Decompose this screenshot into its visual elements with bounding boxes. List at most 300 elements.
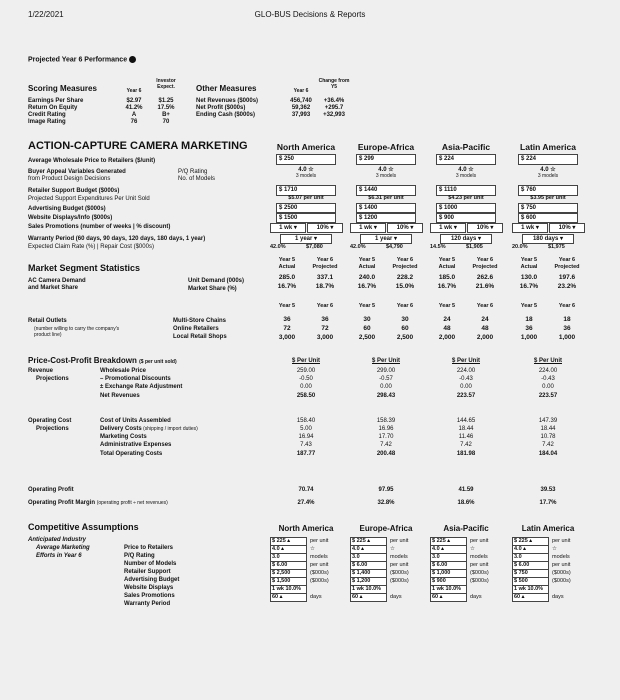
ccp-revenue: Revenue [28,368,54,374]
ccp-value: 223.57 [456,393,476,399]
retail-header-y6: Year 6 [396,303,414,309]
projected-title: Projected Year 6 Performance [28,56,136,63]
online-count-y6: 72 [321,325,329,332]
assump-price [270,537,344,545]
ccp-row-label [100,426,198,432]
price-input[interactable]: $ 224 [436,154,496,165]
promo-weeks-select[interactable]: 1 wk ▾ [430,223,466,233]
ccp-projections-2: Projections [36,426,69,432]
promo-discount-select[interactable]: 10% ▾ [467,223,503,233]
segment-market-share: Market Share (%) [188,286,237,292]
unit-demand-y6: 262.6 [476,274,494,281]
local-count-y5: 3,000 [278,334,296,341]
assump-models [270,553,344,561]
pq-rating: 4.0 ☆ [458,167,474,173]
info-icon[interactable] [129,56,136,63]
assump-retail [430,561,504,569]
pq-rating: 4.0 ☆ [378,167,394,173]
ccp-op-cost: Operating Cost [28,418,72,424]
assump-price-box[interactable]: $ 225 ▴ [512,537,549,546]
ccp-title: Price-Cost-Profit Breakdown ($ per unit sold) [28,356,177,365]
chains-count-y5: 36 [283,316,291,323]
segment-header-top-y5: Year 5 [438,257,456,263]
assump-price [350,537,424,545]
label-web: Website Displays/Info ($000s) [28,215,113,221]
other-row-change: +32,993 [323,112,345,118]
promo-weeks-select[interactable]: 1 wk ▾ [350,223,386,233]
assump-pq [270,545,344,553]
assump-adv-box[interactable]: $ 2,500 [270,569,307,578]
segment-header-bottom-y5: Actual [520,264,538,270]
scoring-row-label: Return On Equity [28,105,78,111]
retail-input[interactable]: $ 1440 [356,185,416,196]
market-share-y6: 15.0% [395,283,415,290]
adv-input[interactable]: $ 1400 [356,203,416,213]
assump-warranty-unit: days [390,594,402,600]
ccp-per-unit-header: $ Per Unit [371,358,400,364]
retail-input[interactable]: $ 1710 [276,185,336,196]
local-count-y5: 2,500 [358,334,376,341]
assump-row-label: Number of Models [124,561,177,567]
assump-pq-unit: ☆ [470,546,475,552]
assump-warranty-box[interactable]: 60 ▴ [270,593,307,602]
assump-web-box[interactable]: $ 500 [512,577,549,586]
op-margin-value: 32.8% [377,500,395,506]
assump-price-box[interactable]: $ 225 ▴ [350,537,387,546]
assump-adv-unit: ($000s) [552,570,571,576]
scoring-row-expect: 17.5% [157,105,175,111]
ccp-value: 18.44 [458,426,474,432]
ccp-value: 17.70 [378,434,394,440]
assump-adv-box[interactable]: $ 750 [512,569,549,578]
ccp-value: 41.59 [458,487,474,493]
ccp-value: 97.95 [378,487,394,493]
assump-efforts: Efforts in Year 6 [36,553,82,559]
region-column [348,56,424,696]
unit-demand-y6: 197.6 [558,274,576,281]
segment-title: Market Segment Statistics [28,263,141,273]
assump-warranty-box[interactable]: 60 ▴ [512,593,549,602]
assump-retail-box[interactable]: $ 6.00 [430,561,467,570]
assump-warranty [270,593,344,601]
assump-models-unit: models [310,554,328,560]
assump-pq [430,545,504,553]
assump-warranty [350,593,424,601]
online-count-y5: 72 [283,325,291,332]
promo-discount-select[interactable]: 10% ▾ [307,223,343,233]
per-unit-exp: $6.31 per unit [368,195,404,201]
segment-local: Local Retail Shops [173,334,227,340]
assump-web-box[interactable]: $ 1,500 [270,577,307,586]
assump-pq-box[interactable]: 4.0 ▴ [270,545,307,554]
ccp-value: 7.43 [300,442,312,448]
ccp-value: -0.50 [299,376,313,382]
models-count: 3 models [375,173,397,179]
ccp-value: -0.43 [459,376,473,382]
acm-title: ACTION-CAPTURE CAMERA MARKETING [28,140,248,152]
unit-demand-y5: 285.0 [278,274,296,281]
segment-retail-outlets: Retail Outlets [28,318,67,324]
region-column [268,56,344,696]
retail-header-y5: Year 5 [520,303,538,309]
assump-warranty-box[interactable]: 60 ▴ [430,593,467,602]
online-count-y5: 48 [443,325,451,332]
assump-models-box[interactable]: 3.0 [270,553,307,562]
assump-row-label: Warranty Period [124,601,171,607]
assump-avg-marketing: Average Marketing [36,545,90,551]
local-count-y6: 3,000 [316,334,334,341]
price-input[interactable]: $ 250 [276,154,336,165]
price-input[interactable]: $ 299 [356,154,416,165]
assump-web [512,577,586,585]
ccp-value: 0.00 [380,384,392,390]
other-row-label: Net Profit ($000s) [196,105,246,111]
assump-pq-box[interactable]: 4.0 ▴ [350,545,387,554]
assump-adv-box[interactable]: $ 1,000 [430,569,467,578]
other-row-label: Ending Cash ($000s) [196,112,256,118]
ccp-row-label-text: Delivery Costs [100,426,142,432]
web-input[interactable]: $ 1500 [276,213,336,223]
segment-header-top-y5: Year 5 [520,257,538,263]
assump-price [430,537,504,545]
segment-header-top-y6: Year 6 [558,257,576,263]
local-count-y5: 2,000 [438,334,456,341]
chains-count-y6: 24 [481,316,489,323]
label-pq: P/Q Rating [178,169,208,175]
online-count-y5: 36 [525,325,533,332]
assump-region-title: North America [278,524,334,533]
retail-header-y5: Year 5 [278,303,296,309]
claim-rate: 14.5% [430,244,446,250]
label-models: No. of Models [178,176,216,182]
scoring-row-year6: $2.97 [126,98,142,104]
assump-warranty [430,593,504,601]
ccp-per-unit-header: $ Per Unit [451,358,480,364]
assump-adv [430,569,504,577]
unit-demand-y6: 337.1 [316,274,334,281]
ccp-value: 5.00 [300,426,312,432]
scoring-col-year6: Year 6 [126,88,142,94]
ccp-value: 0.00 [460,384,472,390]
price-input[interactable]: $ 224 [518,154,578,165]
ccp-op-margin: Operating Profit Margin (operating profit ÷ net revenues) [28,500,168,506]
models-count: 3 models [295,173,317,179]
segment-ac-demand: AC Camera Demand [28,278,86,284]
online-count-y6: 60 [401,325,409,332]
region-column [510,56,586,696]
chains-count-y6: 36 [321,316,329,323]
segment-header-bottom-y5: Actual [358,264,376,270]
market-share-y5: 16.7% [437,283,457,290]
promo-selects [270,223,342,232]
promo-discount-select[interactable]: 10% ▾ [387,223,423,233]
assump-web-box[interactable]: $ 1,200 [350,577,387,586]
ccp-value: 11.46 [458,434,474,440]
ccp-row-label: Wholesale Price [100,368,147,374]
assump-adv-unit: ($000s) [310,570,329,576]
models-count: 3 models [537,173,559,179]
label-proj-exp: Projected Support Expenditures Per Unit Sold [28,196,150,202]
scoring-row-year6: 76 [130,119,138,125]
retail-input[interactable]: $ 760 [518,185,578,196]
other-row-year6: 59,362 [291,105,311,111]
label-claim: Expected Claim Rate (%) | Repair Cost ($000s) [28,244,154,250]
label-warranty: Warranty Period (60 days, 90 days, 120 days, 180 days, 1 year) [28,236,206,242]
assump-region-title: Asia-Pacific [443,524,489,533]
op-margin-value: 27.4% [297,500,315,506]
ccp-value: 0.00 [300,384,312,390]
scoring-row-year6: A [131,112,137,118]
per-unit-exp: $5.07 per unit [288,195,324,201]
web-input[interactable]: $ 600 [518,213,578,223]
unit-demand-y5: 130.0 [520,274,538,281]
assump-models-unit: models [390,554,408,560]
market-share-y5: 16.7% [519,283,539,290]
ccp-value: 299.00 [376,368,396,374]
assump-web-unit: ($000s) [390,578,409,584]
segment-header-bottom-y5: Actual [438,264,456,270]
repair-cost: $1,905 [466,244,483,250]
assump-retail-box[interactable]: $ 6.00 [350,561,387,570]
ccp-row-label: – Promotional Discounts [100,376,171,382]
ccp-value: 200.48 [376,451,396,457]
claim-rate: 42.0% [270,244,286,250]
segment-header-bottom-y6: Projected [312,264,338,270]
assump-web [270,577,344,585]
ccp-value: 7.42 [460,442,472,448]
assump-pq [512,545,586,553]
assump-adv-box[interactable]: $ 1,400 [350,569,387,578]
repair-cost: $1,975 [548,244,565,250]
assump-adv-unit: ($000s) [470,570,489,576]
assump-web-unit: ($000s) [552,578,571,584]
label-retail-budget: Retailer Support Budget ($000s) [28,188,120,194]
ccp-row-label: Total Operating Costs [100,451,163,457]
assump-models [350,553,424,561]
region-title: North America [276,142,336,152]
assump-adv [270,569,344,577]
warranty-select[interactable]: 1 year ▾ [360,234,412,244]
retail-header-y6: Year 6 [476,303,494,309]
warranty-select[interactable]: 180 days ▾ [522,234,574,244]
retail-header-y5: Year 5 [358,303,376,309]
assump-retail-unit: per unit [390,562,409,568]
web-input[interactable]: $ 900 [436,213,496,223]
ccp-row-label: Marketing Costs [100,434,147,440]
other-row-label: Net Revenues ($000s) [196,98,259,104]
promo-selects [512,223,584,232]
market-share-y6: 18.7% [315,283,335,290]
ccp-per-unit-header: $ Per Unit [291,358,320,364]
ccp-value: 298.43 [376,393,396,399]
assump-warranty-unit: days [552,594,564,600]
other-title: Other Measures [196,84,257,93]
assump-models-box[interactable]: 3.0 [512,553,549,562]
assump-row-label: P/Q Rating [124,553,155,559]
ccp-value: 224.00 [456,368,476,374]
ccp-value: 258.50 [296,393,316,399]
assump-models-box[interactable]: 3.0 [430,553,467,562]
ccp-row-label: ± Exchange Rate Adjustment [100,384,183,390]
segment-online: Online Retailers [173,326,219,332]
assump-promo [430,585,504,593]
ccp-value: 259.00 [296,368,316,374]
segment-and-share: and Market Share [28,285,79,291]
segment-header-top-y5: Year 5 [358,257,376,263]
assump-promo-box[interactable]: 1 wk 10.0% [430,585,467,594]
segment-header-top-y6: Year 6 [396,257,414,263]
assump-row-label: Sales Promotions [124,593,175,599]
assump-price-box[interactable]: $ 225 ▴ [430,537,467,546]
scoring-row-label: Credit Rating [28,112,66,118]
ccp-value: 39.53 [540,487,556,493]
chains-count-y5: 30 [363,316,371,323]
segment-header-top-y5: Year 5 [278,257,296,263]
scoring-row-label: Earnings Per Share [28,98,84,104]
assump-adv [350,569,424,577]
assump-retail-unit: per unit [310,562,329,568]
adv-input[interactable]: $ 2500 [276,203,336,213]
segment-header-top-y6: Year 6 [476,257,494,263]
claim-rate: 20.0% [512,244,528,250]
claim-rate: 42.0% [350,244,366,250]
ccp-value: 224.00 [538,368,558,374]
local-count-y5: 1,000 [520,334,538,341]
other-row-change: +36.4% [323,98,345,104]
assump-pq [350,545,424,553]
region-title: Asia-Pacific [441,142,491,152]
assump-web [350,577,424,585]
segment-header-top-y6: Year 6 [316,257,334,263]
retail-input[interactable]: $ 1110 [436,185,496,196]
assump-price-unit: per unit [310,538,329,544]
promo-weeks-select[interactable]: 1 wk ▾ [512,223,548,233]
adv-input[interactable]: $ 750 [518,203,578,213]
assump-models [512,553,586,561]
assump-pq-box[interactable]: 4.0 ▴ [430,545,467,554]
unit-demand-y6: 228.2 [396,274,414,281]
scoring-row-expect: $1.25 [158,98,174,104]
assump-promo-box[interactable]: 1 wk 10.0% [270,585,307,594]
promo-discount-select[interactable]: 10% ▾ [549,223,585,233]
print-title: GLO-BUS Decisions & Reports [254,10,366,19]
ccp-value: 16.94 [298,434,314,440]
per-unit-exp: $3.95 per unit [530,195,566,201]
region-title: Europe-Africa [357,142,415,152]
assump-pq-unit: ☆ [552,546,557,552]
other-row-change: +295.7 [324,105,344,111]
unit-demand-y5: 240.0 [358,274,376,281]
assump-retail-box[interactable]: $ 6.00 [270,561,307,570]
ccp-value: 158.40 [296,418,316,424]
market-share-y5: 16.7% [277,283,297,290]
unit-demand-y5: 185.0 [438,274,456,281]
local-count-y6: 2,500 [396,334,414,341]
other-row-year6: 37,993 [291,112,311,118]
scoring-col-investor: Investor Expect. [156,78,176,90]
chains-count-y5: 18 [525,316,533,323]
assump-pq-box[interactable]: 4.0 ▴ [512,545,549,554]
assump-retail-unit: per unit [552,562,571,568]
assump-price-box[interactable]: $ 225 ▴ [270,537,307,546]
market-share-y6: 23.2% [557,283,577,290]
segment-chains: Multi-Store Chains [173,318,227,324]
assump-warranty-unit: days [310,594,322,600]
assump-warranty [512,593,586,601]
assump-pq-unit: ☆ [310,546,315,552]
assump-web-unit: ($000s) [470,578,489,584]
region-column [428,56,504,696]
local-count-y6: 2,000 [476,334,494,341]
scoring-title: Scoring Measures [28,84,97,93]
assump-promo-box[interactable]: 1 wk 10.0% [350,585,387,594]
assump-retail [270,561,344,569]
ccp-value: 223.57 [538,393,558,399]
ccp-value: 7.42 [542,442,554,448]
assump-warranty-box[interactable]: 60 ▴ [350,593,387,602]
chains-count-y6: 18 [563,316,571,323]
ccp-value: 147.39 [538,418,558,424]
assump-promo-box[interactable]: 1 wk 10.0% [512,585,549,594]
assump-models [430,553,504,561]
local-count-y6: 1,000 [558,334,576,341]
ccp-value: 0.00 [542,384,554,390]
other-row-year6: 456,740 [290,98,312,104]
assump-adv [512,569,586,577]
op-margin-value: 17.7% [539,500,557,506]
assump-row-label: Advertising Budget [124,577,180,583]
scoring-row-year6: 41.2% [125,105,143,111]
assump-row-label: Website Displays [124,585,174,591]
web-input[interactable]: $ 1200 [356,213,416,223]
ccp-value: 184.04 [538,451,558,457]
assump-anticipated: Anticipated Industry [28,537,87,543]
assump-retail-box[interactable]: $ 6.00 [512,561,549,570]
segment-unit-demand: Unit Demand (000s) [188,278,245,284]
assump-promo [512,585,586,593]
assump-web-unit: ($000s) [310,578,329,584]
repair-cost: $4,790 [386,244,403,250]
other-col-change: Change from Y5 [318,78,350,90]
assump-models-box[interactable]: 3.0 [350,553,387,562]
ccp-value: 10.78 [540,434,556,440]
assump-retail [350,561,424,569]
assump-retail [512,561,586,569]
promo-weeks-select[interactable]: 1 wk ▾ [270,223,306,233]
ccp-row-label: Cost of Units Assembled [100,418,171,424]
assump-retail-unit: per unit [470,562,489,568]
label-promo: Sales Promotions (number of weeks | % discount) [28,224,171,230]
ccp-row-label: Net Revenues [100,393,140,399]
label-appeal: Buyer Appeal Variables Generated [28,169,126,175]
assump-web-box[interactable]: $ 900 [430,577,467,586]
op-margin-value: 18.6% [457,500,475,506]
promo-selects [350,223,422,232]
ccp-value: 18.44 [540,426,556,432]
ccp-value: -0.43 [541,376,555,382]
repair-cost: $7,080 [306,244,323,250]
assump-promo [270,585,344,593]
chains-count-y6: 30 [401,316,409,323]
chains-count-y5: 24 [443,316,451,323]
segment-header-bottom-y6: Projected [472,264,498,270]
ccp-per-unit-header: $ Per Unit [533,358,562,364]
adv-input[interactable]: $ 1000 [436,203,496,213]
segment-retail-sub: (number willing to carry the company's product line) [34,326,120,338]
label-avg-price: Average Wholesale Price to Retailers ($/unit) [28,158,156,164]
warranty-select[interactable]: 120 days ▾ [440,234,492,244]
warranty-select[interactable]: 1 year ▾ [280,234,332,244]
